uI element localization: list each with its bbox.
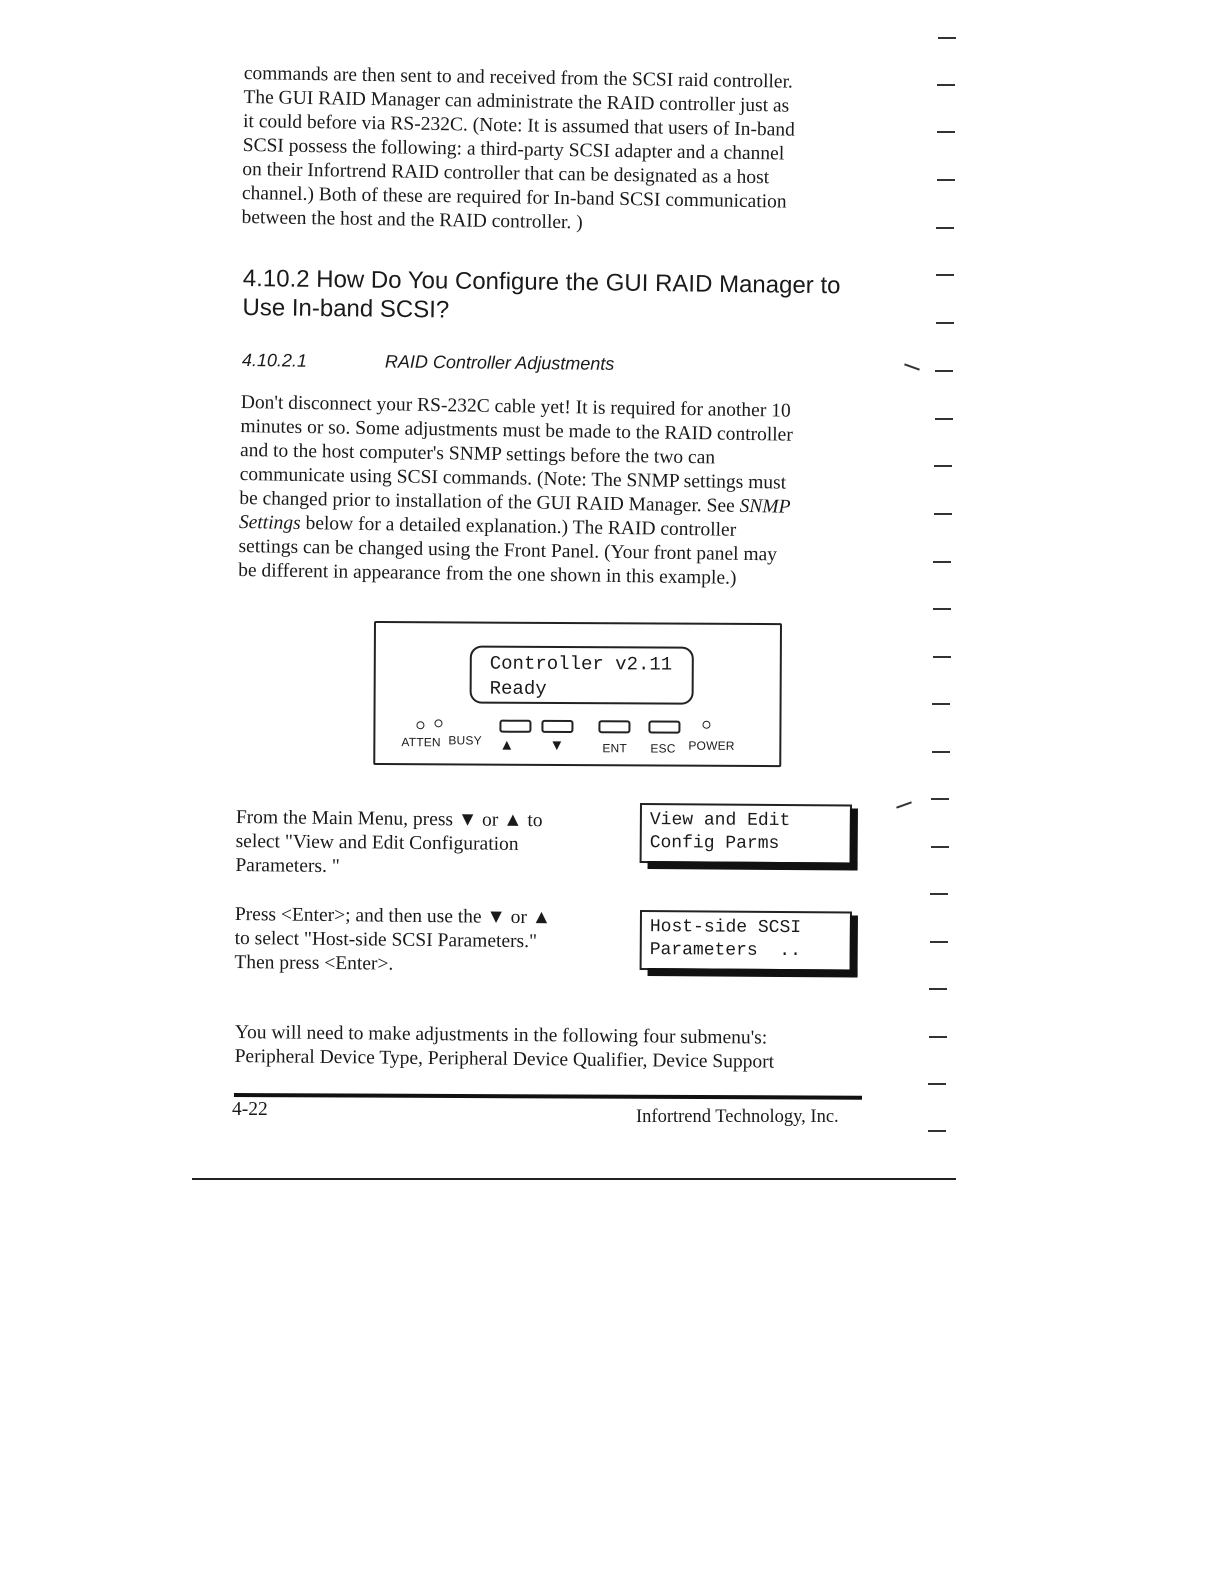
scan-bottom-line	[192, 1178, 956, 1180]
margin-tick	[937, 131, 955, 133]
section-heading	[242, 264, 863, 330]
power-label: POWER	[688, 738, 735, 753]
adjust-line-text: below for a detailed explanation.) The RAID controller	[305, 513, 737, 541]
footer-rule	[234, 1093, 862, 1100]
closing-paragraph	[234, 1021, 864, 1076]
margin-tick	[938, 37, 956, 39]
atten-led-icon	[416, 721, 424, 729]
margin-tick	[931, 846, 949, 848]
margin-tick	[929, 1036, 947, 1038]
down-button[interactable]	[541, 720, 573, 733]
enter-button[interactable]	[598, 720, 630, 733]
margin-tick	[904, 363, 920, 370]
step1-lcd-line2: Config Parms	[649, 833, 780, 854]
adjust-line: Don't disconnect your RS-232C cable yet! It is required for another 10	[240, 391, 791, 422]
margin-tick	[929, 988, 947, 990]
margin-tick	[932, 703, 950, 705]
front-panel-lcd	[470, 646, 694, 705]
busy-label: BUSY	[448, 733, 482, 748]
step1-lcd-screen	[640, 803, 852, 864]
subsection-heading	[242, 350, 762, 376]
up-button[interactable]	[499, 720, 531, 733]
intro-line: channel.) Both of these are required for In-band SCSI communication	[241, 182, 787, 213]
step2-lcd-shadow	[850, 915, 858, 977]
margin-tick	[935, 418, 953, 420]
intro-line: it could before via RS-232C. (Note: It is assumed that users of In-band	[242, 110, 796, 141]
closing-line: You will need to make adjustments in the following four submenu's:	[234, 1021, 768, 1049]
esc-label: ESC	[650, 741, 676, 756]
snmp-settings-reference: Settings	[238, 511, 301, 534]
lcd-line1: Controller v2.11	[489, 652, 673, 676]
margin-tick	[928, 1130, 946, 1132]
margin-tick	[932, 751, 950, 753]
step2-instruction	[234, 903, 601, 979]
step1-lcd-shadow	[648, 861, 858, 870]
margin-tick	[934, 465, 952, 467]
adjust-line: minutes or so. Some adjustments must be made to the RAID controller	[240, 415, 793, 446]
footer-company: Infortrend Technology, Inc.	[636, 1107, 839, 1127]
footer-page-number: 4-22	[232, 1099, 268, 1120]
step1-line: From the Main Menu, press ▼ or ▲ to	[235, 806, 543, 832]
step2-lcd-shadow	[648, 968, 858, 977]
up-arrow-icon: ▲	[499, 737, 515, 754]
intro-line: between the host and the RAID controller. )	[241, 206, 583, 234]
step2-line: Then press <Enter>.	[234, 951, 394, 975]
adjust-line: be different in appearance from the one shown in this example.)	[238, 559, 737, 589]
adjust-line: communicate using SCSI commands. (Note: The SNMP settings must	[239, 463, 787, 494]
step1-line: select "View and Edit Configuration	[235, 830, 519, 855]
step1-lcd-line1: View and Edit	[649, 810, 791, 832]
power-led-icon	[702, 721, 710, 729]
margin-tick	[933, 656, 951, 658]
ent-label: ENT	[602, 741, 627, 756]
margin-tick	[937, 84, 955, 86]
atten-label: ATTEN	[401, 735, 441, 750]
intro-line: SCSI possess the following: a third-party SCSI adapter and a channel	[242, 134, 785, 165]
margin-tick	[933, 561, 951, 563]
step1-line: Parameters. "	[235, 854, 340, 878]
adjust-line: settings can be changed using the Front Panel. (Your front panel may	[238, 535, 778, 566]
margin-tick	[931, 798, 949, 800]
step2-lcd-line1: Host-side SCSI	[649, 917, 802, 939]
intro-paragraph	[241, 62, 868, 240]
step2-line: Press <Enter>; and then use the ▼ or ▲	[234, 903, 552, 929]
step1-lcd-display	[640, 803, 860, 871]
subsection-number: 4.10.2.1	[241, 350, 308, 371]
step2-lcd-display	[640, 910, 860, 978]
adjust-line-text: be changed prior to installation of the GUI RAID Manager. See	[239, 487, 735, 517]
snmp-settings-reference: SNMP	[739, 495, 791, 518]
adjust-line: and to the host computer's SNMP settings before the two can	[239, 439, 716, 469]
busy-led-icon	[434, 719, 442, 727]
intro-line: on their Infortrend RAID controller that can be designated as a host	[242, 158, 770, 189]
margin-tick	[934, 513, 952, 515]
closing-line: Peripheral Device Type, Peripheral Device Qualifier, Device Support	[234, 1045, 775, 1073]
lcd-line2: Ready	[489, 677, 547, 700]
margin-tick	[933, 608, 951, 610]
step1-lcd-shadow	[850, 808, 858, 870]
section-heading-line1: 4.10.2 How Do You Configure the GUI RAID Manager to	[242, 264, 841, 300]
escape-button[interactable]	[648, 720, 680, 733]
front-panel-diagram	[373, 621, 782, 767]
margin-tick	[896, 801, 912, 808]
margin-tick	[930, 941, 948, 943]
intro-line: The GUI RAID Manager can administrate the RAID controller just as	[243, 86, 790, 117]
adjustments-paragraph	[238, 391, 863, 593]
section-heading-line2: Use In-band SCSI?	[242, 293, 450, 324]
step2-lcd-screen	[640, 910, 852, 971]
margin-tick	[936, 274, 954, 276]
margin-tick	[935, 370, 953, 372]
down-arrow-icon: ▼	[549, 737, 565, 754]
margin-tick	[936, 227, 954, 229]
step2-line: to select "Host-side SCSI Parameters."	[234, 927, 538, 953]
intro-line: commands are then sent to and received from the SCSI raid controller.	[243, 62, 794, 93]
margin-tick	[936, 322, 954, 324]
margin-tick	[928, 1083, 946, 1085]
step1-instruction	[235, 806, 602, 882]
subsection-title: RAID Controller Adjustments	[384, 351, 615, 374]
margin-tick	[930, 893, 948, 895]
margin-tick	[937, 179, 955, 181]
step2-lcd-line2: Parameters ..	[649, 940, 802, 962]
